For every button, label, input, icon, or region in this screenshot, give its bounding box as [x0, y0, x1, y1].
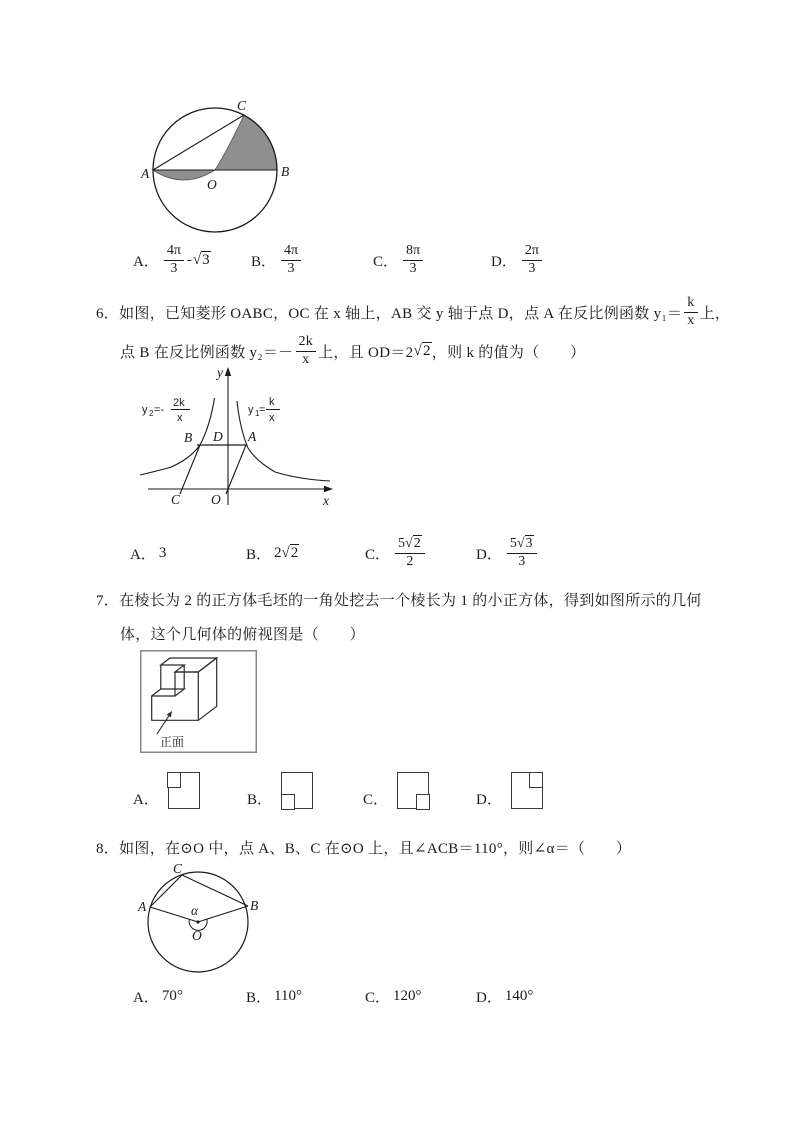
q5-circle-figure: [141, 94, 301, 244]
radical-expression: √3: [192, 251, 210, 268]
option-label: C．: [365, 546, 391, 563]
top-view-square: [511, 772, 543, 809]
option-label: A．: [133, 253, 159, 270]
q6-option-b: [246, 531, 299, 575]
option-label: D．: [476, 792, 502, 808]
option-label: C．: [363, 792, 389, 808]
q8-circle-figure: [135, 863, 265, 978]
fraction: $\frac{k}{x}$: [684, 295, 697, 328]
option-label: A．: [130, 546, 156, 563]
option-label: A．: [133, 792, 159, 808]
option-label: D．: [476, 546, 502, 563]
option-value: 70°: [161, 987, 183, 1004]
option-label: B．: [246, 989, 272, 1006]
q5-option-d: [491, 238, 544, 282]
fraction: $\frac{5√3}{3}$: [507, 536, 537, 569]
q6-origin-label: O: [211, 492, 221, 507]
option-value: 110°: [274, 987, 302, 1004]
q5-option-a: [133, 238, 211, 282]
segment-cb: [180, 445, 200, 494]
q6-option-d: [476, 531, 539, 575]
q6-point-a-label: A: [248, 429, 257, 444]
fraction: $\frac{8\pi}{3}$: [403, 243, 423, 276]
q6-line1-pre: 6．如图，已知菱形 OABC，OC 在 x 轴上，AB 交 y 轴于点 D，点 A 在反比例函数 y₁＝: [96, 305, 683, 322]
q5-option-c: [373, 238, 425, 282]
y-axis-arrow: [225, 367, 231, 376]
q7-option-d: [476, 772, 543, 809]
q8-text-line1: 8．如图，在⊙O 中，点 A、B、C 在⊙O 上，且∠ACB＝110°，则∠α＝（ ）: [96, 841, 632, 857]
segment-ob: [198, 906, 248, 922]
center-dot: [196, 920, 199, 923]
front-arrow-line: [157, 714, 170, 734]
option-label: D．: [491, 253, 517, 270]
q6-point-c-label: C: [171, 492, 181, 507]
q6-line1-post: 上，: [699, 305, 731, 322]
q7-option-c: [363, 772, 429, 809]
y2-denominator: x: [177, 412, 183, 424]
q8-point-c-label: C: [173, 861, 183, 876]
q5-shaded-region-left: [153, 170, 215, 180]
y2-numerator: 2k: [173, 397, 185, 409]
fraction: $\frac{2k}{x}$: [296, 334, 317, 367]
q6-line2-mid: 上，且 OD＝2: [318, 344, 414, 361]
option-label: C．: [373, 253, 399, 270]
fraction: $\frac{5√2}{2}$: [395, 536, 425, 569]
y-axis-label: y: [217, 365, 223, 380]
q8-option-c: [365, 984, 422, 1008]
q8-option-d: [476, 984, 533, 1008]
y1-numerator: k: [269, 396, 275, 408]
y1-equation-label: y: [248, 404, 254, 416]
notch-square: [281, 794, 295, 810]
q6-graph-figure: [140, 364, 340, 509]
q5-point-c-label: C: [237, 98, 247, 113]
fraction: $\frac{2\pi}{3}$: [522, 243, 542, 276]
q6-point-b-label: B: [184, 430, 193, 445]
q8-point-a-label: A: [138, 899, 147, 914]
segment-oa: [226, 445, 246, 494]
option-label: C．: [365, 989, 391, 1006]
option-label: D．: [476, 989, 502, 1006]
q6-option-a: [130, 531, 166, 575]
option-value: 3: [158, 544, 167, 561]
top-view-square: [281, 772, 313, 809]
q6-option-c: [365, 531, 427, 575]
q6-line2-pre: 点 B 在反比例函数 y₂＝－: [120, 344, 294, 361]
radical-expression: √2: [413, 342, 431, 359]
front-arrow-head: [167, 711, 172, 717]
q7-solid-figure: [140, 650, 257, 753]
option-value: 120°: [393, 987, 422, 1004]
q7-option-b: [247, 772, 313, 809]
q5-point-o-label: O: [207, 177, 217, 192]
front-face-label: 正面: [160, 735, 185, 749]
q7-option-a: [133, 772, 200, 809]
top-view-square: [397, 772, 429, 809]
q5-shaded-region-right: [215, 115, 277, 170]
q8-option-a: [133, 984, 183, 1008]
q5-point-a-label: A: [141, 166, 150, 181]
x-axis-arrow: [324, 486, 333, 492]
coefficient: 2: [274, 544, 282, 561]
q6-point-d-label: D: [213, 429, 223, 444]
notch-back-wall: [161, 665, 184, 689]
y2-subscript: 2: [149, 409, 154, 418]
option-label: B．: [246, 546, 272, 563]
option-label: A．: [133, 989, 159, 1006]
q5-option-b: [251, 238, 303, 282]
y2-equals: =-: [154, 404, 165, 416]
q8-alpha-label: α: [191, 903, 199, 918]
notch-square: [416, 794, 430, 810]
q8-option-b: [246, 984, 302, 1008]
x-axis-label: x: [323, 493, 329, 508]
segment-ac: [150, 875, 182, 907]
y2-equation-label: y: [142, 404, 148, 416]
q8-point-o-label: O: [192, 928, 202, 943]
y1-subscript: 1: [255, 409, 260, 418]
notch-shelf-face: [152, 689, 185, 696]
q8-point-b-label: B: [250, 898, 259, 913]
cube-right-face: [198, 658, 216, 720]
option-value: 140°: [504, 987, 534, 1004]
fraction: $\frac{4\pi}{3}$: [164, 243, 184, 276]
q6-line2-post: ，则 k 的值为（ ）: [431, 344, 586, 361]
fraction: $\frac{4\pi}{3}$: [281, 243, 301, 276]
q7-text-line2: 体，这个几何体的俯视图是（ ）: [120, 627, 365, 643]
radical-expression: √2: [281, 544, 299, 561]
segment-cb: [182, 875, 248, 906]
minus-sign: -: [186, 251, 192, 268]
y1-equals: =: [259, 404, 266, 416]
q5-point-b-label: B: [281, 164, 290, 179]
option-label: B．: [251, 253, 277, 270]
q6-text-line1: [96, 292, 730, 332]
cube-front-face: [152, 672, 199, 720]
option-label: B．: [247, 792, 273, 808]
notch-square: [167, 772, 181, 788]
q7-text-line1: 7．在棱长为 2 的正方体毛坯的一角处挖去一个棱长为 1 的小正方体，得到如图所示的几何: [96, 593, 702, 609]
top-view-square: [168, 772, 200, 809]
notch-square: [529, 772, 543, 788]
y1-denominator: x: [269, 412, 275, 424]
